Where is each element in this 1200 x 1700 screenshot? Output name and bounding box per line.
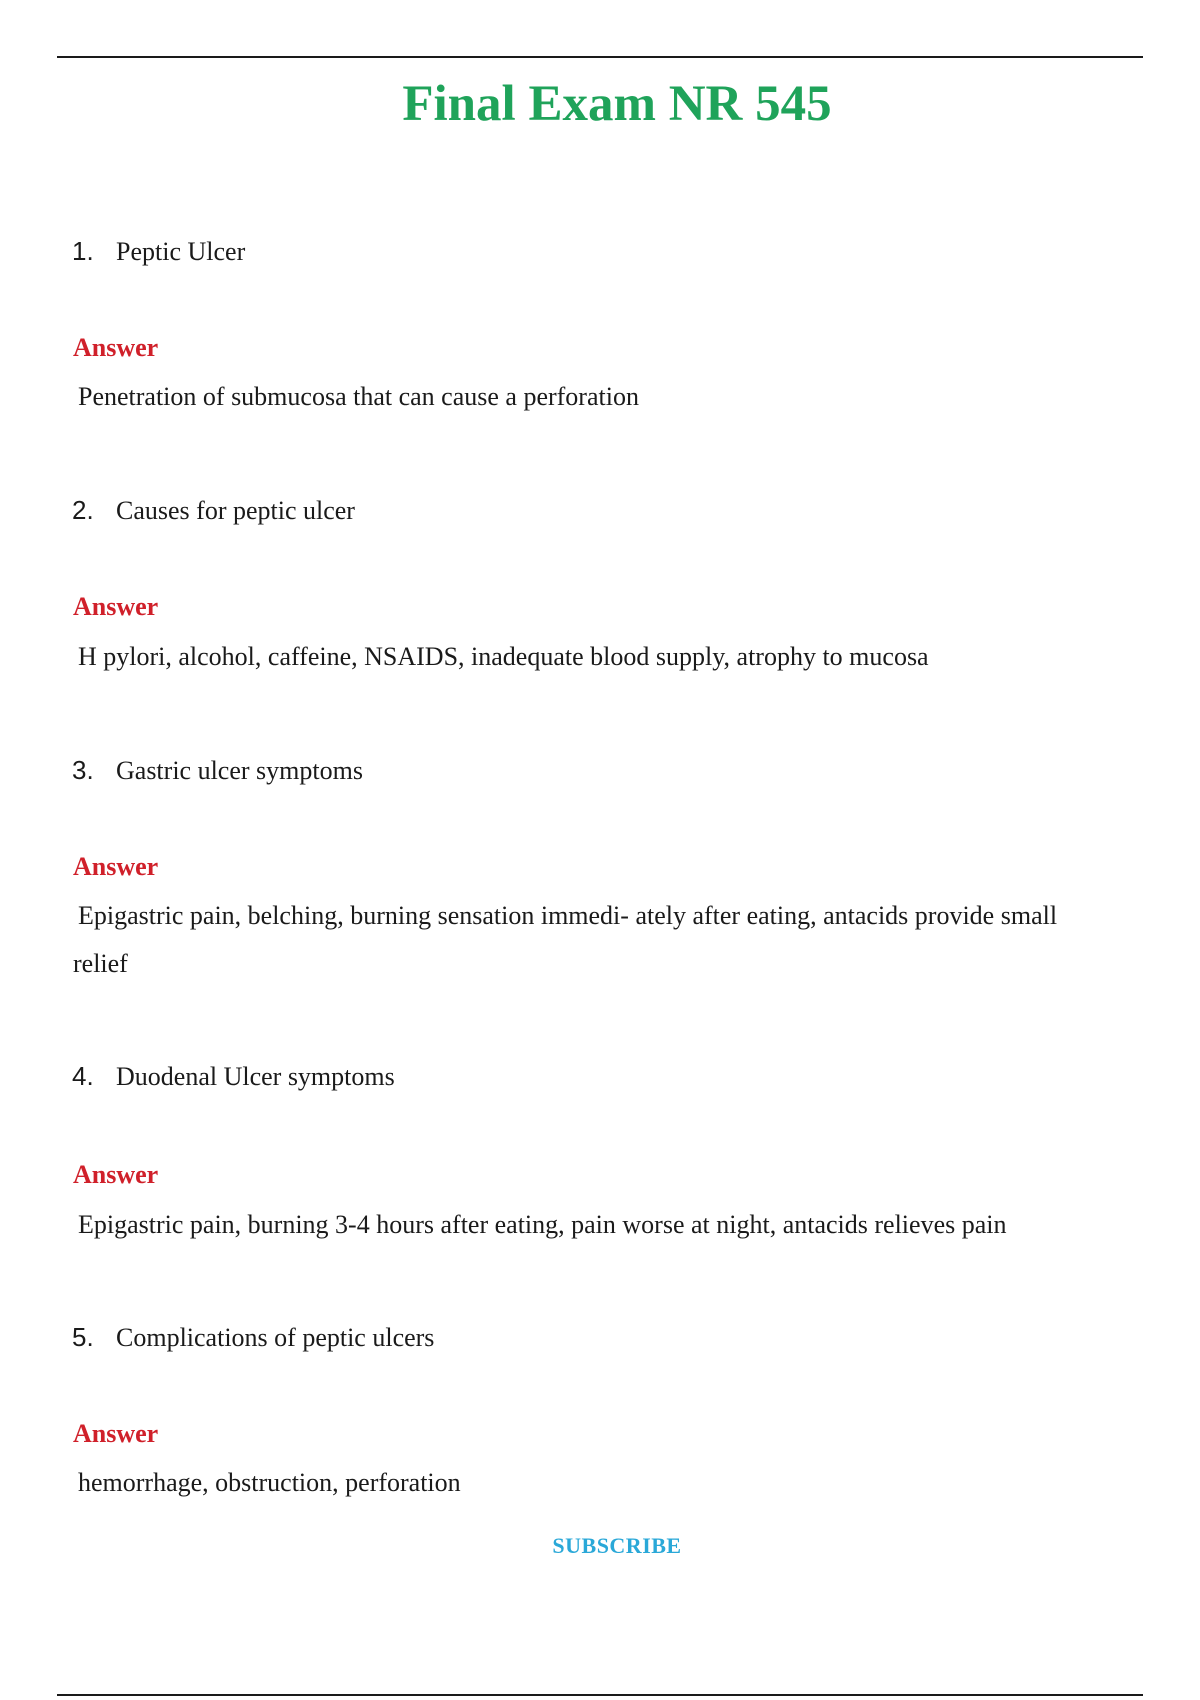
answer-text-2: H pylori, alcohol, caffeine, NSAIDS, inadequate blood supply, atrophy to mucosa <box>78 642 929 671</box>
subscribe-link[interactable]: SUBSCRIBE <box>552 1533 682 1558</box>
question-text: Duodenal Ulcer symptoms <box>116 1062 395 1091</box>
question-number: 3. <box>72 755 94 785</box>
answer-label: Answer <box>73 1160 159 1189</box>
answer-text-3: Epigastric pain, belching, burning sensation immedi- ately after eating, antacids provide small relief <box>73 901 1058 978</box>
page-title: Final Exam NR 545 <box>402 76 832 132</box>
question-text: Gastric ulcer symptoms <box>116 756 363 785</box>
answer-label: Answer <box>73 592 159 621</box>
question-text: Complications of peptic ulcers <box>116 1323 435 1352</box>
question-number: 4. <box>72 1061 94 1091</box>
question-1 <box>72 234 245 269</box>
question-2 <box>72 493 355 528</box>
question-number: 2. <box>72 495 94 525</box>
bottom-rule <box>57 1694 1143 1696</box>
answer-text-1: Penetration of submucosa that can cause a perforation <box>78 382 639 411</box>
question-5 <box>72 1320 434 1355</box>
answer-label: Answer <box>73 333 159 362</box>
question-number: 1. <box>72 236 94 266</box>
top-rule <box>57 56 1143 58</box>
question-text: Causes for peptic ulcer <box>116 496 355 525</box>
answer-text-5: hemorrhage, obstruction, perforation <box>78 1468 461 1497</box>
question-3 <box>72 753 363 788</box>
question-text: Peptic Ulcer <box>116 237 246 266</box>
answer-text-4: Epigastric pain, burning 3-4 hours after eating, pain worse at night, antacids relieves pain <box>78 1210 1007 1239</box>
answer-label: Answer <box>73 852 159 881</box>
answer-label: Answer <box>73 1419 159 1448</box>
question-number: 5. <box>72 1322 94 1352</box>
question-4 <box>72 1059 395 1094</box>
